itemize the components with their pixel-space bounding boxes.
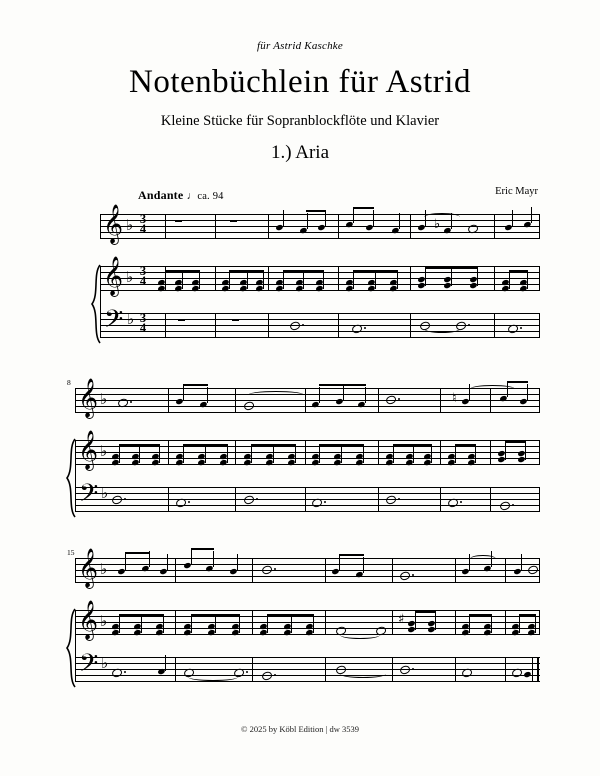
measure-number: 8	[67, 378, 71, 387]
treble-clef-icon: 𝄞	[78, 430, 99, 470]
key-signature-flat: ♭	[100, 612, 108, 630]
key-signature-flat: ♭	[100, 390, 108, 408]
composer-name: Eric Mayr	[495, 186, 538, 197]
key-signature-flat: ♭	[101, 484, 109, 502]
tempo-word: Andante	[138, 188, 184, 202]
time-signature: 3 4	[139, 264, 147, 288]
treble-clef-icon: 𝄞	[78, 378, 99, 418]
bass-clef-icon: 𝄢	[79, 479, 99, 514]
time-signature: 3 4	[139, 311, 147, 335]
tempo-marking	[138, 188, 224, 203]
key-signature-flat: ♭	[126, 268, 134, 286]
subtitle-text: Kleine Stücke für Sopranblockflöte und Klavier	[160, 113, 440, 129]
treble-clef-icon: 𝄞	[78, 548, 99, 588]
metronome-value: ca. 94	[197, 191, 224, 202]
time-signature: 3 4	[139, 212, 147, 236]
key-signature-flat: ♭	[100, 560, 108, 578]
key-signature-flat: ♭	[126, 216, 134, 234]
treble-clef-icon: 𝄞	[103, 256, 124, 296]
treble-clef-icon: 𝄞	[78, 600, 99, 640]
key-signature-flat: ♭	[101, 654, 109, 672]
metronome-note-icon: ♩	[186, 191, 198, 202]
treble-clef-icon: 𝄞	[103, 204, 124, 244]
movement-title: 1.) Aria	[270, 142, 330, 163]
measure-number: 15	[67, 548, 75, 557]
sheet-music-page: für Astrid Kaschke Notenbüchlein für Astrid Kleine Stücke für Sopranblockflöte und Klavier 1.) Aria Andante ♩ca. 94 Eric Mayr 𝄞 ♭ 3 4 ♭ 𝄞 ♭ 3 4 𝄢 ♭ 3 4 8 𝄞 ♭ ♮ 𝄞 ♭ 𝄢 ♭ 15 𝄞 ♭ 𝄞 ♭ ♯ 𝄢 ♭ © 2025 by Köbl Edition | dw 3539	[0, 0, 600, 776]
copyright-notice: © 2025 by Köbl Edition | dw 3539	[241, 724, 359, 734]
bass-clef-icon: 𝄢	[104, 305, 124, 340]
dedication-text: für Astrid Kaschke	[257, 40, 343, 52]
key-signature-flat: ♭	[127, 310, 135, 328]
bass-clef-icon: 𝄢	[79, 649, 99, 684]
key-signature-flat: ♭	[100, 442, 108, 460]
page-title: Notenbüchlein für Astrid	[129, 64, 471, 100]
